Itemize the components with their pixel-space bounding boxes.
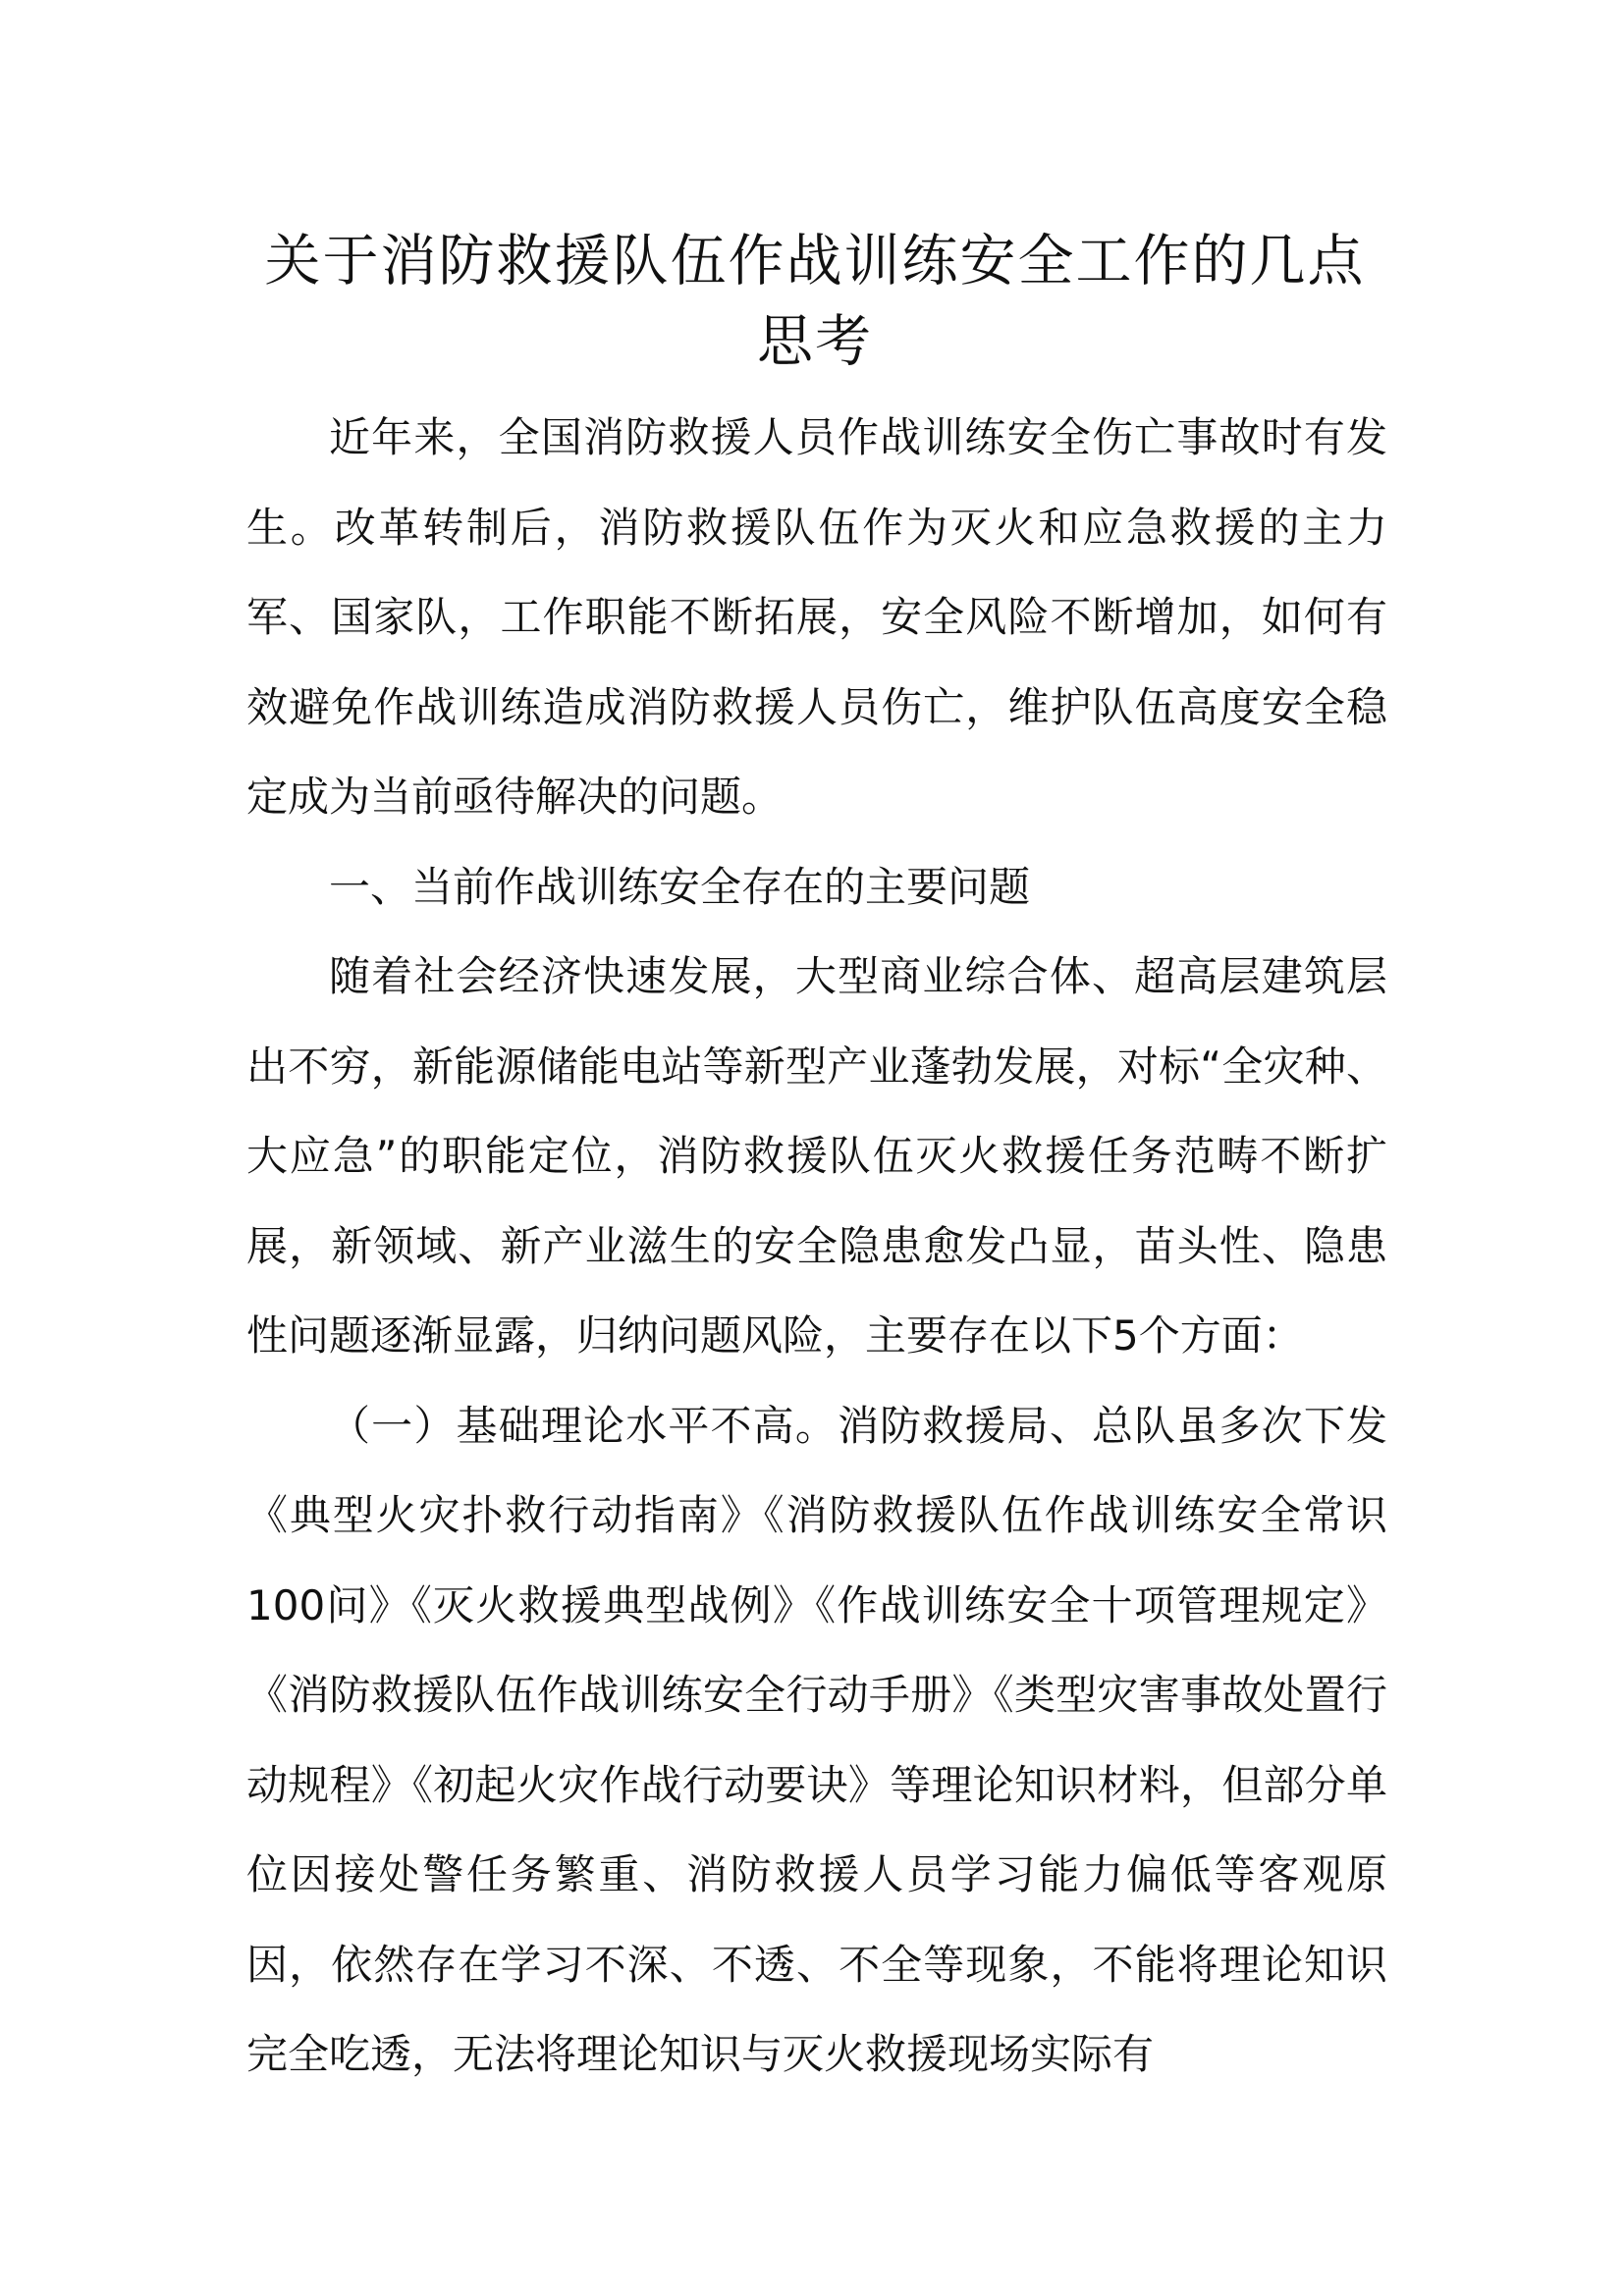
subsection-1-paragraph: （一）基础理论水平不高。消防救援局、总队虽多次下发《典型火灾扑救行动指南》《消防救援队伍作战训练安全常识100问》《灭火救援典型战例》《作战训练安全十项管理规定》《消防救援队伍作战训练安全行动手册》《类型灾害事故处置行动规程》《初起火灾作战行动要诀》等理论知识材料，但部分单位因接处警任务繁重、消防救援人员学习能力偏低等客观原因，依然存在学习不深、不透、不全等现象，不能将理论知识完全吃透，无法将理论知识与灭火救援现场实际有 [246,1401,1387,2078]
section-1-paragraph: 随着社会经济快速发展，大型商业综合体、超高层建筑层出不穷，新能源储能电站等新型产业蓬勃发展，对标“全灾种、大应急”的职能定位，消防救援队伍灭火救援任务范畴不断扩展，新领域、新产业滋生的安全隐患愈发凸显，苗头性、隐患性问题逐渐显露，归纳问题风险，主要存在以下5个方面： [246,952,1387,1360]
document-title: 关于消防救援队伍作战训练安全工作的几点思考 [264,229,1366,374]
section-heading-1: 一、当前作战训练安全存在的主要问题 [329,862,1031,911]
document-body [246,393,1387,2100]
intro-paragraph: 近年来，全国消防救援人员作战训练安全伤亡事故时有发生。改革转制后，消防救援队伍作为灭火和应急救援的主力军、国家队，工作职能不断拓展，安全风险不断增加，如何有效避免作战训练造成消防救援人员伤亡，维护队伍高度安全稳定成为当前亟待解决的问题。 [246,413,1387,821]
